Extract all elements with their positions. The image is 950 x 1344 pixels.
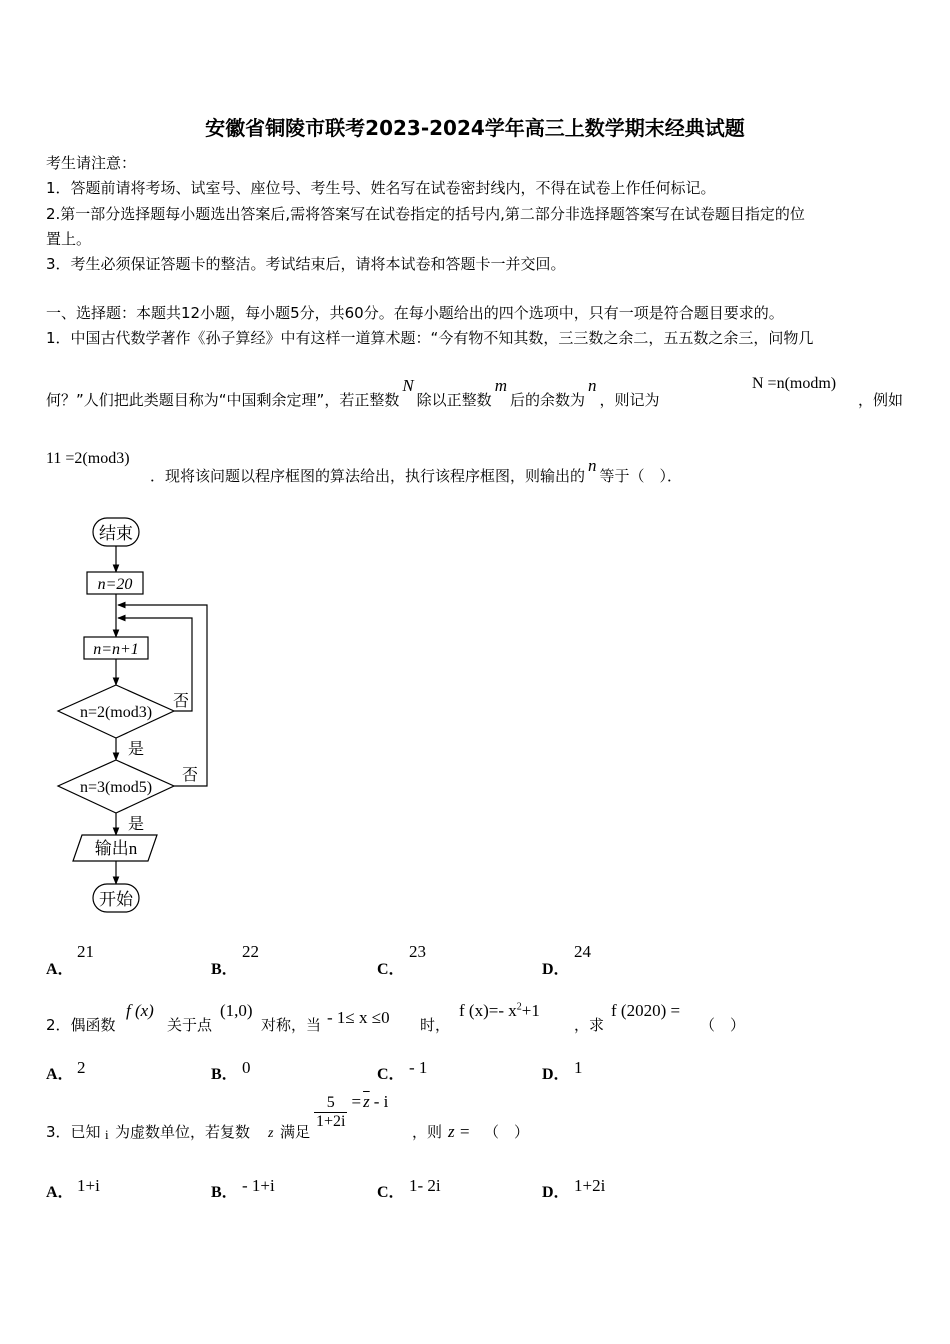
q1-option-b-letter: B． <box>211 961 238 978</box>
q2-option-a-letter: A． <box>46 1066 74 1083</box>
q2-option-c-value: - 1 <box>409 1058 428 1077</box>
q2-def-lhs: f (x)=- x <box>459 1001 517 1020</box>
q3-i: i <box>105 1127 109 1142</box>
q1-text-example: ，例如 <box>858 391 904 409</box>
q1-var-m: m <box>494 376 507 395</box>
q1-line2 <box>46 376 660 410</box>
flowchart <box>50 510 220 920</box>
q3-text-3: 满足 <box>280 1123 311 1141</box>
q3-option-c-letter: C． <box>377 1184 405 1201</box>
q1-text: ．现将该问题以程序框图的算法给出，执行该程序框图，则输出的 <box>150 467 586 485</box>
q2-option-d-value: 1 <box>574 1058 583 1077</box>
q1-var-n: n <box>587 376 597 395</box>
q1-text: 何？”人们把此类题目称为“中国剩余定理”，若正整数 <box>46 391 400 409</box>
q2-text-6: （ ） <box>700 1016 746 1034</box>
flow-start-label: 开始 <box>99 890 133 909</box>
q1-text: 等于（ ）． <box>599 467 683 485</box>
q1-option-b-value: 22 <box>242 942 259 961</box>
q2-option-b-letter: B． <box>211 1066 238 1083</box>
q3-option-b-value: - 1+i <box>242 1176 275 1195</box>
q1-option-a-letter: A． <box>46 961 74 978</box>
flow-init-label: n=20 <box>97 576 133 593</box>
q3-text-4: ，则 <box>412 1123 443 1141</box>
flow-cond2-label: n=3(mod5) <box>79 779 153 796</box>
q1-option-d-letter: D． <box>542 961 570 978</box>
q3-ask-text: z = <box>448 1122 471 1141</box>
q3-frac-den: 1+2i <box>316 1113 346 1130</box>
q2-option-c-letter: C． <box>377 1066 405 1083</box>
q3-eq-mid: = <box>351 1092 362 1111</box>
flow-yes1-label: 是 <box>127 741 145 758</box>
q2-def-rhs: +1 <box>521 1001 540 1020</box>
flow-no2-label: 否 <box>181 767 199 784</box>
notice-item-3: 3．考生必须保证答题卡的整洁。考试结束后，请将本试卷和答题卡一并交回。 <box>46 255 566 273</box>
notice-item-2-cont: 置上。 <box>46 230 92 248</box>
q3-option-c-value: 1- 2i <box>409 1176 441 1195</box>
q2-text-5: ，求 <box>574 1016 605 1034</box>
q2-def-exp: 2 <box>516 1001 522 1013</box>
q1-text: 后的余数为 <box>509 391 585 409</box>
notice-item-1: 1．答题前请将考场、试室号、座位号、考生号、姓名写在试卷密封线内，不得在试卷上作任何标记。 <box>46 179 716 197</box>
q3-option-d-letter: D． <box>542 1184 570 1201</box>
q3-text-5: （ ） <box>484 1123 530 1141</box>
q2-definition <box>459 1001 540 1021</box>
q2-range: - 1≤ x ≤0 <box>327 1008 390 1027</box>
q3-eq-end: - i <box>373 1092 389 1111</box>
q2-text-4: 时， <box>420 1016 451 1034</box>
notice-item-2: 2.第一部分选择题每小题选出答案后,需将答案写在试卷指定的括号内,第二部分非选择题答案写在试卷题目指定的位 <box>46 205 805 223</box>
notice-heading: 考生请注意： <box>46 154 137 172</box>
q2-text-3: 对称，当 <box>261 1016 322 1034</box>
q2-point: (1,0) <box>220 1001 253 1020</box>
page-title: 安徽省铜陵市联考2023-2024学年高三上数学期末经典试题 <box>205 116 745 140</box>
q2-option-d-letter: D． <box>542 1066 570 1083</box>
flow-step-label: n=n+1 <box>93 641 139 658</box>
flow-cond1-label: n=2(mod3) <box>79 704 153 721</box>
q1-formula: N =n(modm) <box>752 375 837 392</box>
q3-frac-num: 5 <box>314 1094 347 1113</box>
q2-text-1: 2．偶函数 <box>46 1016 116 1034</box>
q1-text: 除以正整数 <box>416 391 492 409</box>
q1-option-a-value: 21 <box>77 942 94 961</box>
flow-yes2-label: 是 <box>127 816 145 833</box>
q1-text: ，则记为 <box>599 391 660 409</box>
q1-example-formula: 11 =2(mod3) <box>46 450 130 467</box>
q3-z: z <box>268 1126 274 1141</box>
q3-option-d-value: 1+2i <box>574 1176 606 1195</box>
flow-end-label: 结束 <box>99 524 133 543</box>
q1-var-N: N <box>402 376 414 395</box>
flow-no1-label: 否 <box>172 693 190 710</box>
q2-ask: f (2020) = <box>611 1001 681 1020</box>
flow-output-label: 输出n <box>94 839 138 858</box>
q1-line3 <box>150 456 683 486</box>
q1-option-c-letter: C． <box>377 961 405 978</box>
q2-option-b-value: 0 <box>242 1058 251 1077</box>
q1-var-n2: n <box>588 456 597 475</box>
q3-option-b-letter: B． <box>211 1184 238 1201</box>
q3-ask <box>448 1122 470 1142</box>
q2-fx: f (x) <box>126 1001 154 1020</box>
q1-line1: 1．中国古代数学著作《孙子算经》中有这样一道算术题：“今有物不知其数，三三数之余二，五五数之余三，问物几 <box>46 329 814 347</box>
q3-option-a-value: 1+i <box>77 1176 100 1195</box>
q1-option-c-value: 23 <box>409 942 426 961</box>
q3-fraction <box>314 1094 347 1131</box>
q3-equation <box>314 1094 388 1131</box>
q3-text-1: 3．已知 <box>46 1123 101 1141</box>
q3-text-2: 为虚数单位，若复数 <box>115 1123 251 1141</box>
q1-option-d-value: 24 <box>574 942 591 961</box>
q3-zbar: $\overline{z}$ <box>363 1092 370 1111</box>
q2-text-2: 关于点 <box>167 1016 213 1034</box>
q3-option-a-letter: A． <box>46 1184 74 1201</box>
q2-option-a-value: 2 <box>77 1058 86 1077</box>
section-heading: 一、选择题：本题共12小题，每小题5分，共60分。在每小题给出的四个选项中，只有一项是符合题目要求的。 <box>46 304 784 322</box>
